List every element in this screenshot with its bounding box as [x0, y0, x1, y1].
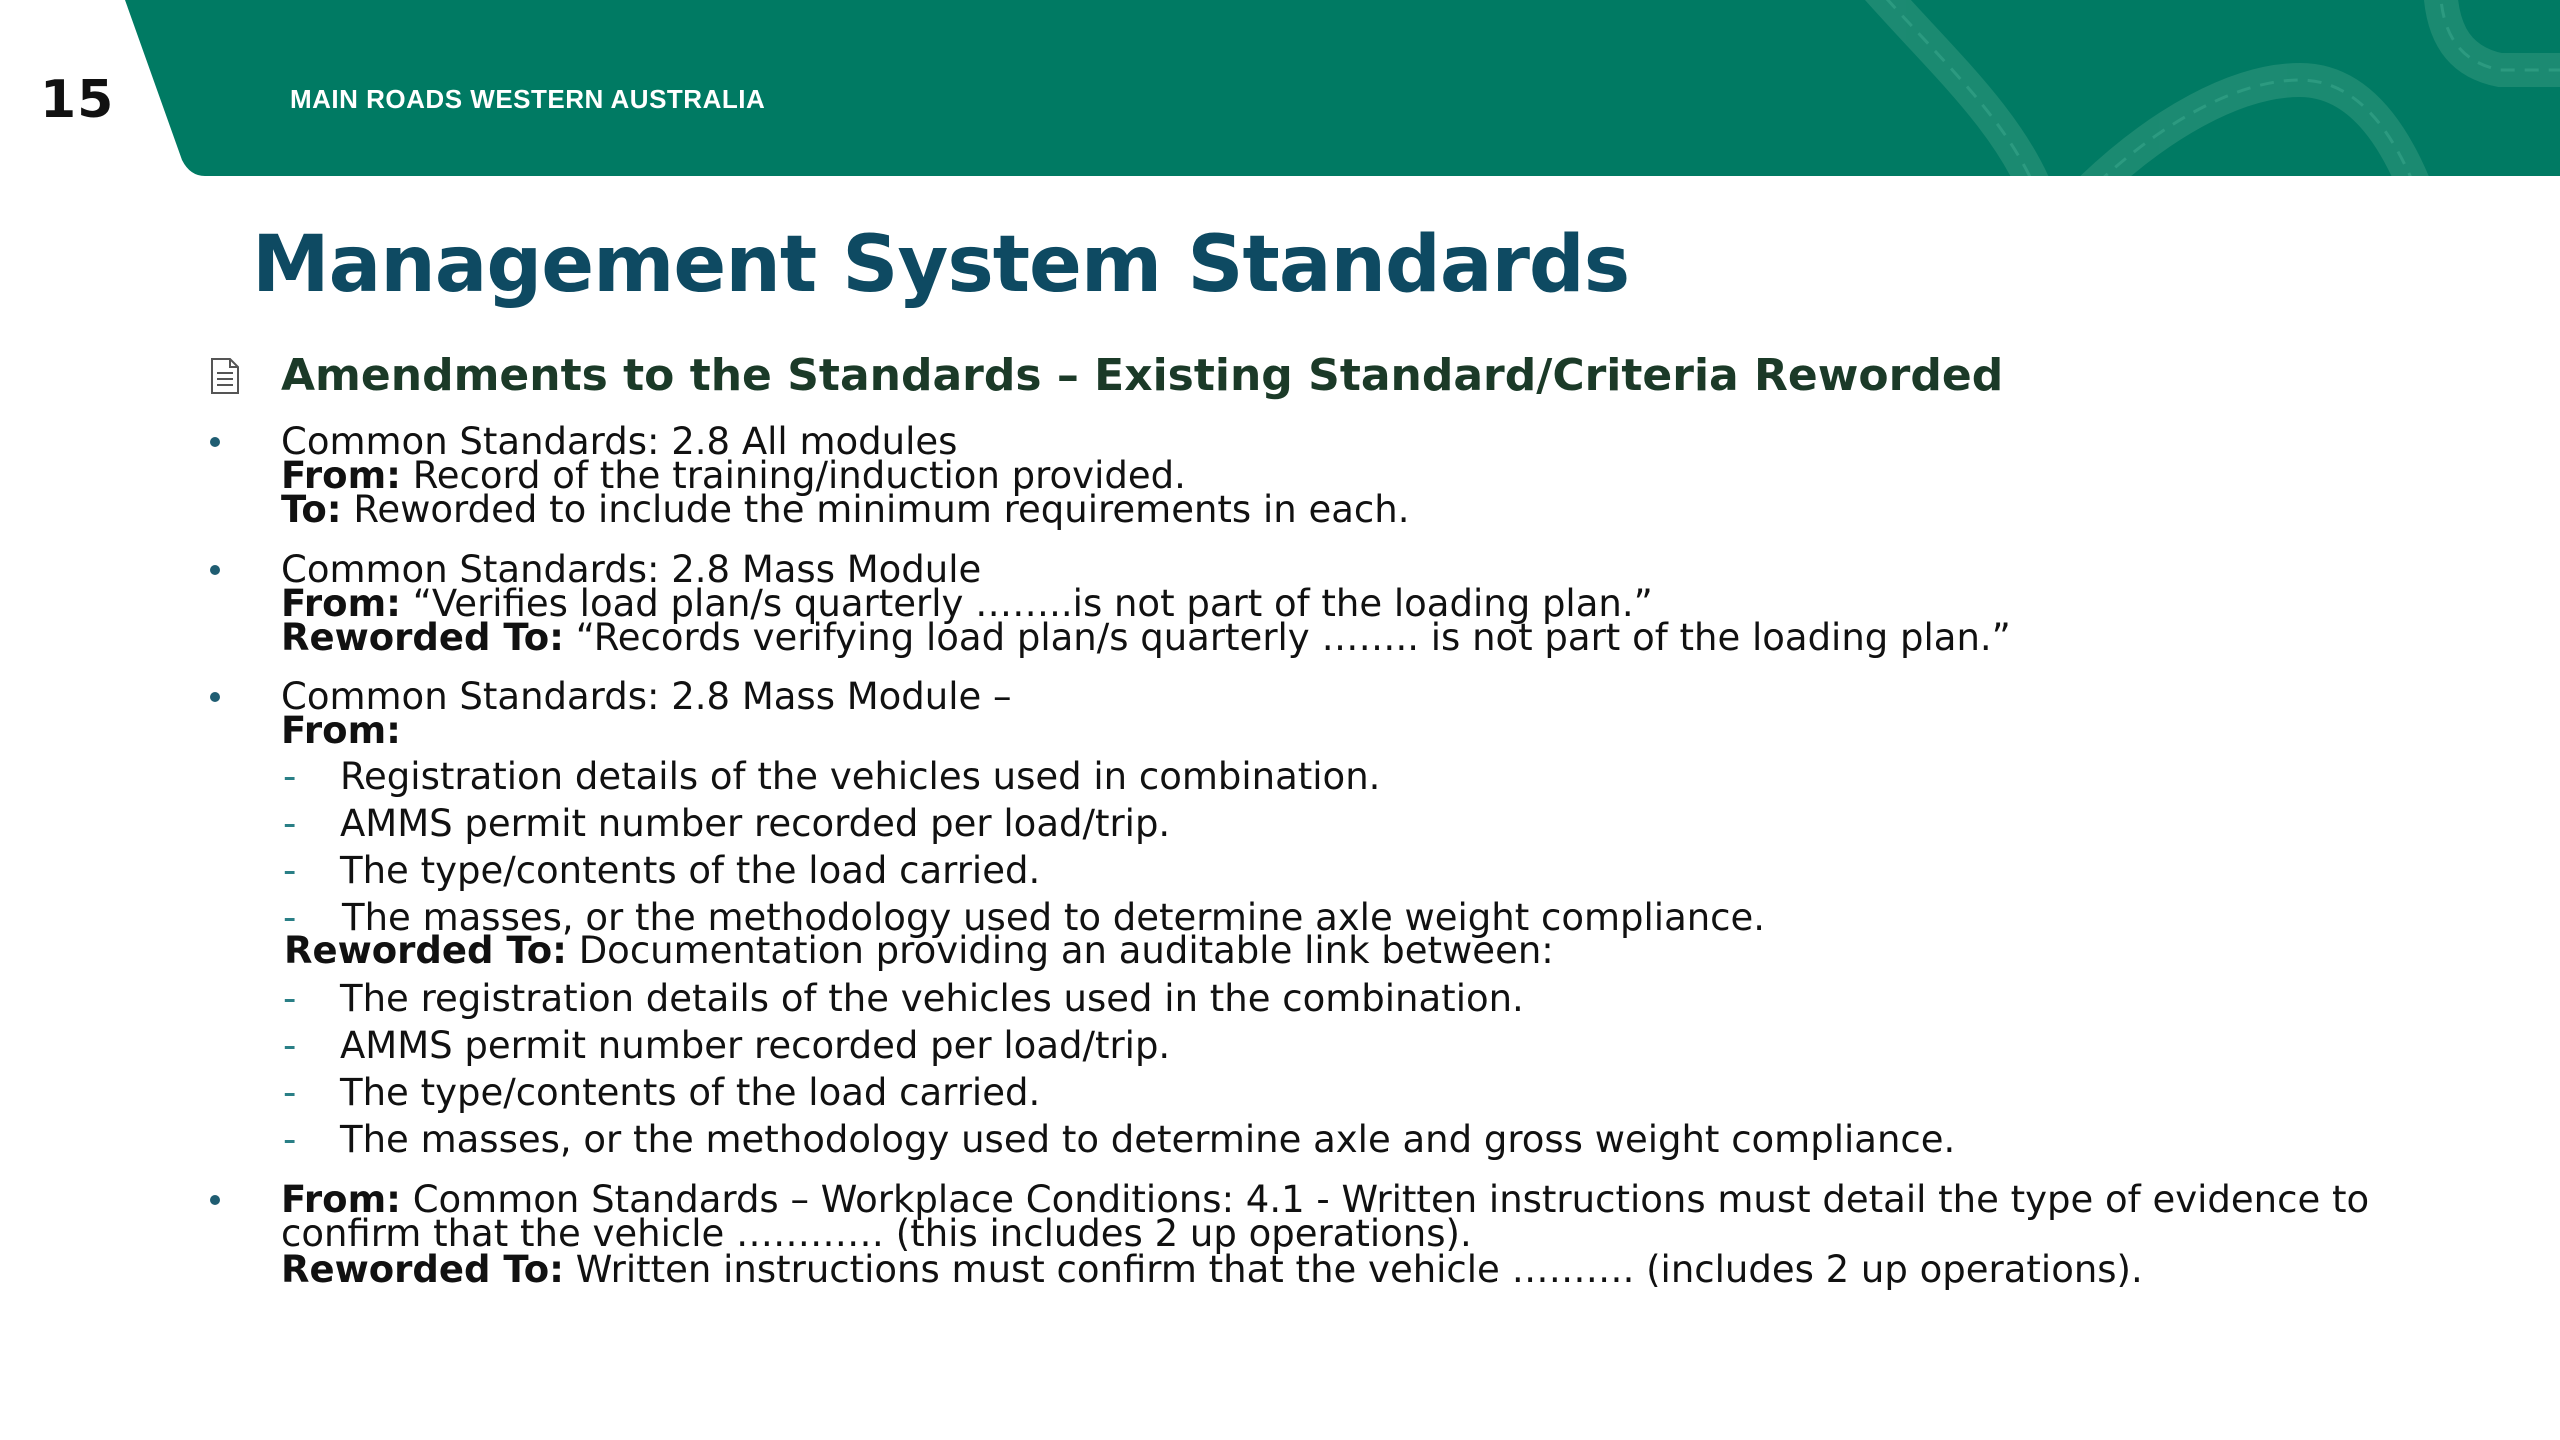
item-heading: Common Standards: 2.8 All modules — [281, 420, 958, 463]
reworded-text: Written instructions must confirm that the vehicle ………. (includes 2 up operations). — [575, 1248, 2143, 1291]
page-title: Management System Standards — [252, 220, 1630, 310]
from-label: From: — [281, 709, 401, 752]
to-label: To: — [281, 488, 342, 531]
item-from — [281, 709, 401, 752]
bullet-icon — [210, 1195, 220, 1205]
item-reworded — [281, 1248, 2143, 1291]
reworded-label: Reworded To: — [284, 929, 567, 972]
item-heading: Common Standards: 2.8 Mass Module – — [281, 675, 1012, 718]
reworded-text: “Records verifying load plan/s quarterly …….. is not part of the loading plan.” — [575, 616, 2011, 659]
dash-marker: - — [283, 896, 297, 939]
page-number: 15 — [40, 70, 115, 130]
dash-marker: - — [283, 1024, 297, 1067]
reworded-text: Documentation providing an auditable link between: — [578, 929, 1554, 972]
bullet-icon — [210, 437, 220, 447]
from-list-item: The type/contents of the load carried. — [340, 849, 1041, 892]
to-text: Reworded to include the minimum requirements in each. — [353, 488, 1410, 531]
section-subtitle: Amendments to the Standards – Existing Standard/Criteria Reworded — [281, 350, 2004, 401]
organization-name: MAIN ROADS WESTERN AUSTRALIA — [290, 84, 766, 114]
item-reworded — [284, 929, 1554, 972]
reworded-list-item: The registration details of the vehicles used in the combination. — [340, 977, 1524, 1020]
from-text: Record of the training/induction provided. — [412, 454, 1186, 497]
dash-marker: - — [283, 977, 297, 1020]
from-text: Common Standards – Workplace Conditions: 4.1 - Written instructions must detail the type of evidence to — [412, 1178, 2370, 1221]
dash-marker: - — [283, 755, 297, 798]
from-label: From: — [281, 454, 401, 497]
from-list-item: Registration details of the vehicles used in combination. — [340, 755, 1381, 798]
item-reworded — [281, 616, 2011, 659]
dash-marker: - — [283, 849, 297, 892]
reworded-label: Reworded To: — [281, 1248, 564, 1291]
reworded-list-item: AMMS permit number recorded per load/trip. — [340, 1024, 1171, 1067]
item-heading: Common Standards: 2.8 Mass Module — [281, 548, 982, 591]
from-label: From: — [281, 582, 401, 625]
bullet-icon — [210, 692, 220, 702]
item-from-continued: confirm that the vehicle ………… (this includes 2 up operations). — [281, 1212, 1472, 1255]
dash-marker: - — [283, 802, 297, 845]
dash-marker: - — [283, 1071, 297, 1114]
from-text: “Verifies load plan/s quarterly ……..is not part of the loading plan.” — [412, 582, 1653, 625]
reworded-list-item: The masses, or the methodology used to determine axle and gross weight compliance. — [340, 1118, 1956, 1161]
item-to — [281, 488, 1409, 531]
from-label: From: — [281, 1178, 401, 1221]
from-list-item: The masses, or the methodology used to determine axle weight compliance. — [342, 896, 1766, 939]
reworded-label: Reworded To: — [281, 616, 564, 659]
bullet-icon — [210, 565, 220, 575]
dash-marker: - — [283, 1118, 297, 1161]
reworded-list-item: The type/contents of the load carried. — [340, 1071, 1041, 1114]
from-list-item: AMMS permit number recorded per load/trip. — [340, 802, 1171, 845]
